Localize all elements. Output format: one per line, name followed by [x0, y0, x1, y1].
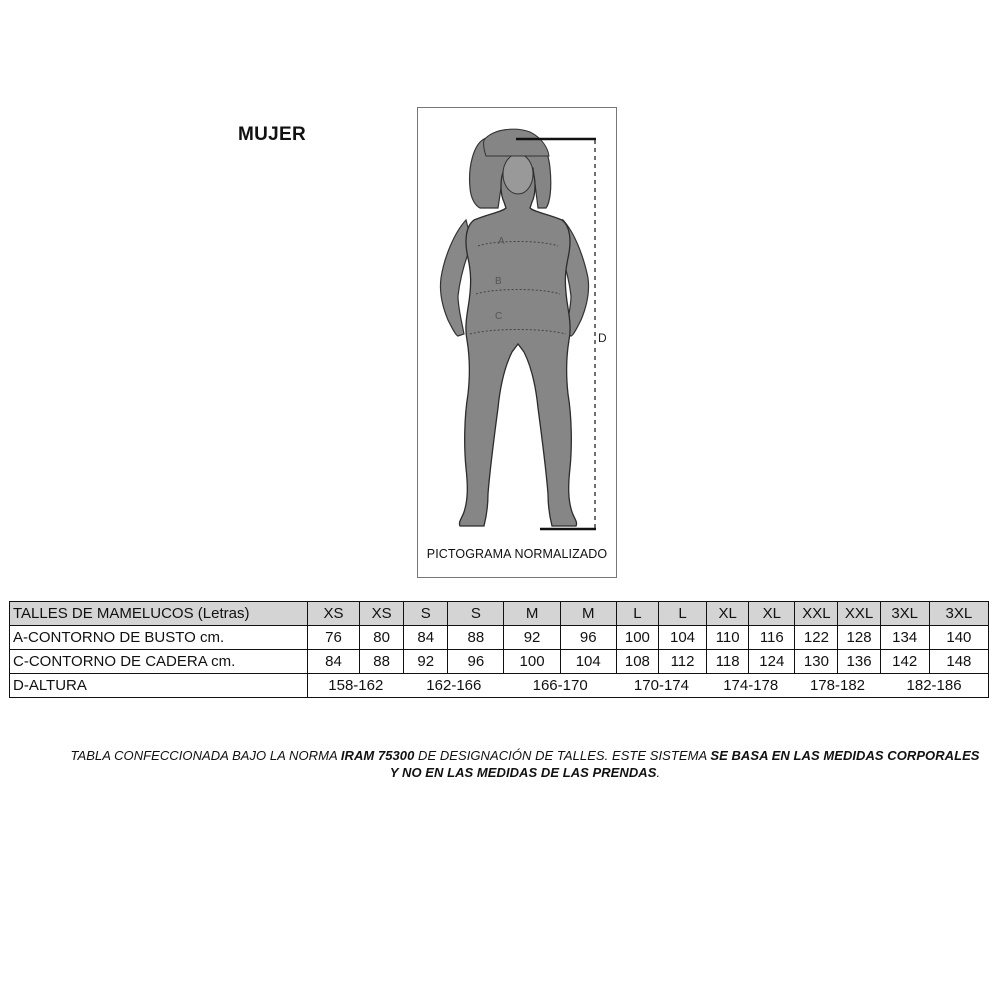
hip-row: [10, 650, 989, 674]
size-cell: S: [448, 602, 504, 626]
bust-cell: 140: [929, 626, 988, 650]
bust-cell: 104: [658, 626, 706, 650]
label-c: C: [495, 311, 503, 322]
hip-cell: 136: [838, 650, 880, 674]
height-cell: 178-182: [795, 674, 880, 698]
height-row: [10, 674, 989, 698]
hip-label: C-CONTORNO DE CADERA cm.: [10, 650, 308, 674]
height-cell: 162-166: [404, 674, 504, 698]
bust-cell: 96: [560, 626, 616, 650]
bust-cell: 76: [307, 626, 359, 650]
bust-cell: 128: [838, 626, 880, 650]
label-d: D: [598, 331, 607, 345]
size-cell: XL: [707, 602, 749, 626]
footnote-standard: IRAM 75300: [340, 748, 415, 763]
footnote-emphasis: SE BASA EN LAS MEDIDAS CORPORALES: [710, 748, 980, 763]
footnote-part: .: [656, 765, 661, 780]
footnote: [30, 747, 1000, 781]
size-header-row: [10, 602, 989, 626]
hip-cell: 130: [795, 650, 838, 674]
height-cell: 158-162: [307, 674, 403, 698]
hip-cell: 100: [504, 650, 560, 674]
bust-cell: 88: [448, 626, 504, 650]
bust-cell: 116: [749, 626, 795, 650]
bust-row: [10, 626, 989, 650]
pictogram-frame: [417, 107, 617, 578]
height-cell: 182-186: [880, 674, 988, 698]
hip-cell: 118: [707, 650, 749, 674]
height-cell: 174-178: [707, 674, 795, 698]
size-cell: L: [616, 602, 658, 626]
hip-cell: 84: [307, 650, 359, 674]
hip-cell: 124: [749, 650, 795, 674]
body-shape: [459, 166, 576, 527]
footnote-emphasis: Y NO EN LAS MEDIDAS DE LAS PRENDAS: [389, 765, 657, 780]
label-b: B: [495, 276, 502, 287]
size-cell: S: [404, 602, 448, 626]
label-a: A: [498, 236, 505, 247]
footnote-part: DE DESIGNACIÓN DE TALLES. ESTE SISTEMA: [414, 748, 711, 763]
bust-cell: 92: [504, 626, 560, 650]
face-shape: [503, 154, 533, 194]
woman-figure-illustration: [418, 108, 618, 579]
size-cell: L: [658, 602, 706, 626]
hip-cell: 92: [404, 650, 448, 674]
size-cell: XS: [307, 602, 359, 626]
pictogram-caption: PICTOGRAMA NORMALIZADO: [426, 547, 608, 561]
height-cell: 166-170: [504, 674, 616, 698]
bangs-shape: [484, 129, 549, 156]
size-cell: XL: [749, 602, 795, 626]
hip-cell: 142: [880, 650, 929, 674]
size-cell: M: [560, 602, 616, 626]
size-cell: XXL: [838, 602, 880, 626]
bust-cell: 134: [880, 626, 929, 650]
size-cell: M: [504, 602, 560, 626]
size-cell: XXL: [795, 602, 838, 626]
bust-cell: 80: [360, 626, 404, 650]
bust-cell: 110: [707, 626, 749, 650]
bust-cell: 84: [404, 626, 448, 650]
hip-cell: 108: [616, 650, 658, 674]
hip-cell: 148: [929, 650, 988, 674]
hip-cell: 104: [560, 650, 616, 674]
hip-cell: 96: [448, 650, 504, 674]
size-cell: 3XL: [880, 602, 929, 626]
height-label: D-ALTURA: [10, 674, 308, 698]
header-label: TALLES DE MAMELUCOS (Letras): [10, 602, 308, 626]
bust-cell: 100: [616, 626, 658, 650]
page-title: MUJER: [238, 124, 307, 145]
height-cell: 170-174: [616, 674, 706, 698]
footnote-part: TABLA CONFECCIONADA BAJO LA NORMA: [70, 748, 341, 763]
size-table: [9, 601, 989, 698]
hip-cell: 112: [658, 650, 706, 674]
size-cell: XS: [360, 602, 404, 626]
hip-cell: 88: [360, 650, 404, 674]
size-cell: 3XL: [929, 602, 988, 626]
bust-label: A-CONTORNO DE BUSTO cm.: [10, 626, 308, 650]
bust-cell: 122: [795, 626, 838, 650]
